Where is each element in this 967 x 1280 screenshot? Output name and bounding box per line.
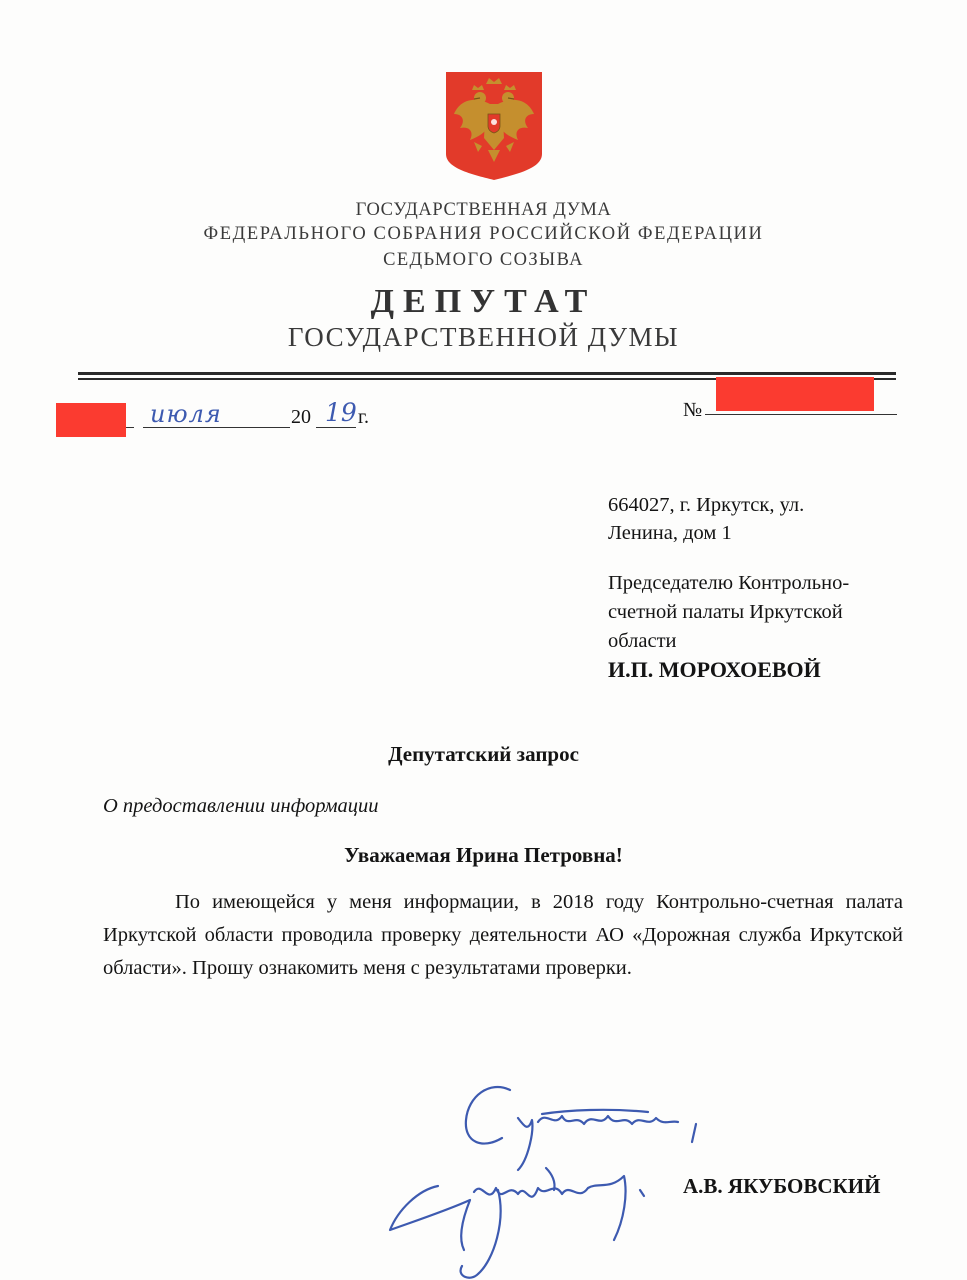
day-underline bbox=[126, 427, 134, 428]
number-label: № bbox=[683, 399, 703, 421]
year-underline bbox=[316, 427, 356, 428]
document-title: Депутатский запрос bbox=[388, 742, 579, 766]
year-suffix: г. bbox=[358, 406, 369, 428]
letterhead-line-2: ФЕДЕРАЛЬНОГО СОБРАНИЯ РОССИЙСКОЙ ФЕДЕРАЦИИ bbox=[203, 224, 764, 244]
handwritten-year: 19 bbox=[325, 398, 357, 427]
redaction-block-number bbox=[716, 377, 874, 411]
number-underline bbox=[705, 414, 897, 415]
body-paragraph: По имеющейся у меня информации, в 2018 году Контрольно-счетная палата Иркутской области проводила проверку деятельности АО «Дорожная служба Иркутской области». Прошу ознакомить меня с результатами проверки. bbox=[103, 891, 903, 979]
coat-of-arms-icon bbox=[444, 70, 544, 182]
recipient-position-line-1: Председателю Контрольно- bbox=[608, 572, 850, 594]
signer-name: А.В. ЯКУБОВСКИЙ bbox=[683, 1174, 881, 1198]
recipient-position-line-3: области bbox=[608, 630, 677, 652]
handwritten-month: июля bbox=[150, 400, 222, 428]
letterhead-line-1: ГОСУДАРСТВЕННАЯ ДУМА bbox=[355, 200, 612, 220]
year-prefix: 20 bbox=[291, 406, 311, 428]
recipient-position-line-2: счетной палаты Иркутской bbox=[608, 601, 843, 623]
recipient-name: И.П. МОРОХОЕВОЙ bbox=[608, 657, 821, 682]
redaction-block-day bbox=[56, 403, 126, 437]
letterhead-divider-thick bbox=[78, 372, 896, 375]
recipient-address-line-2: Ленина, дом 1 bbox=[608, 522, 732, 544]
handwritten-signature bbox=[378, 1070, 708, 1280]
letterhead-subtitle: ГОСУДАРСТВЕННОЙ ДУМЫ bbox=[287, 322, 680, 352]
letterhead-title: ДЕПУТАТ bbox=[370, 283, 597, 320]
recipient-address-line-1: 664027, г. Иркутск, ул. bbox=[608, 494, 805, 516]
salutation: Уважаемая Ирина Петровна! bbox=[344, 843, 623, 867]
letterhead-line-3: СЕДЬМОГО СОЗЫВА bbox=[383, 250, 584, 270]
document-subject: О предоставлении информации bbox=[103, 795, 379, 817]
